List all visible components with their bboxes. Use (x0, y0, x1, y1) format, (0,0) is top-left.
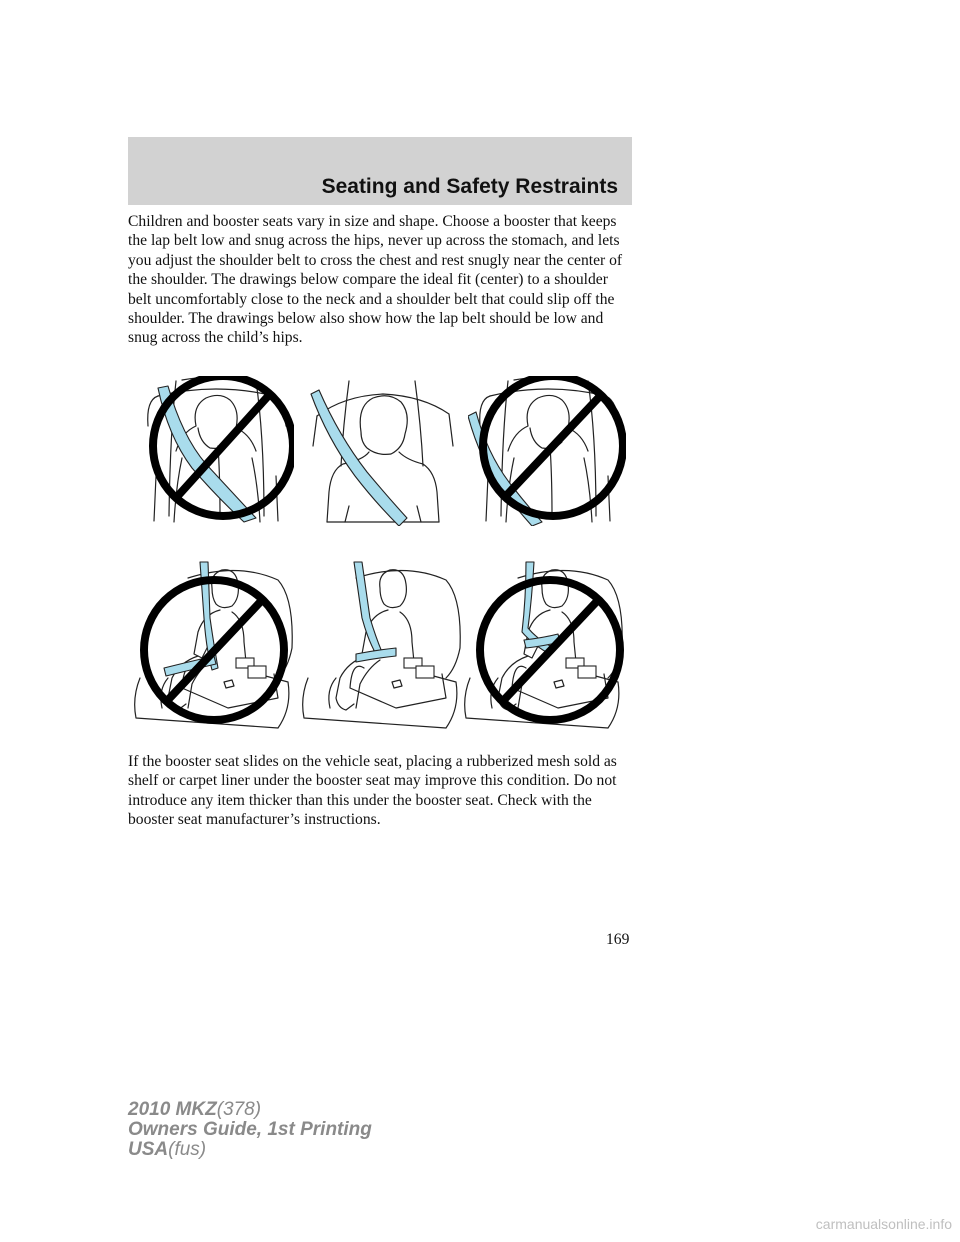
prohibition-icon (480, 580, 620, 720)
lap-belt (356, 648, 396, 662)
document-footer (128, 1100, 372, 1160)
footer-model-code: (378) (216, 1099, 262, 1120)
page-number: 169 (606, 931, 630, 948)
shoulder-belt-too-close-to-neck-illustration (136, 376, 294, 526)
intro-paragraph: Children and booster seats vary in size and shape. Choose a booster that keeps the lap belt low and snug across the hips, never up across the stomach, and lets you adjust the shoulder belt to cross the chest and rest snugly near the center of the shoulder. The drawings below compare the ideal fit (center) to a shoulder belt uncomfortably close to the neck and a shoulder belt that could slip off the shoulder. The drawings below also show how the lap belt should be low and snug across the child’s hips. (128, 213, 623, 347)
shoulder-belt-slipping-off-shoulder-illustration (468, 376, 626, 526)
lap-belt-fit-illustrations (128, 558, 634, 732)
lap-belt-correct-fit-illustration (296, 558, 464, 732)
shoulder-belt (354, 562, 382, 654)
shoulder-belt (311, 390, 407, 526)
prohibition-icon (483, 376, 623, 516)
footer-region-code: (fus) (168, 1139, 207, 1160)
header-band (128, 137, 632, 205)
shoulder-belt-off-shoulder-booster-illustration (458, 558, 626, 732)
shoulder-belt-fit-illustrations (128, 376, 634, 526)
shoulder-belt (158, 386, 256, 522)
footer-guide: Owners Guide, 1st Printing (128, 1119, 372, 1140)
watermark: carmanualsonline.info (815, 1216, 952, 1232)
footer-model: 2010 MKZ (128, 1099, 217, 1120)
booster-slide-paragraph: If the booster seat slides on the vehicle seat, placing a rubberized mesh sold as shelf or carpet liner under the booster seat may improve this condition. Do not introduce any item thicker than this under the booster seat. Check with the booster seat manufacturer’s instructions. (128, 753, 617, 829)
section-title: Seating and Safety Restraints (321, 175, 618, 198)
shoulder-belt-correct-fit-illustration (303, 376, 461, 526)
footer-region: USA (128, 1139, 169, 1160)
lap-belt-across-stomach-illustration (128, 558, 296, 732)
